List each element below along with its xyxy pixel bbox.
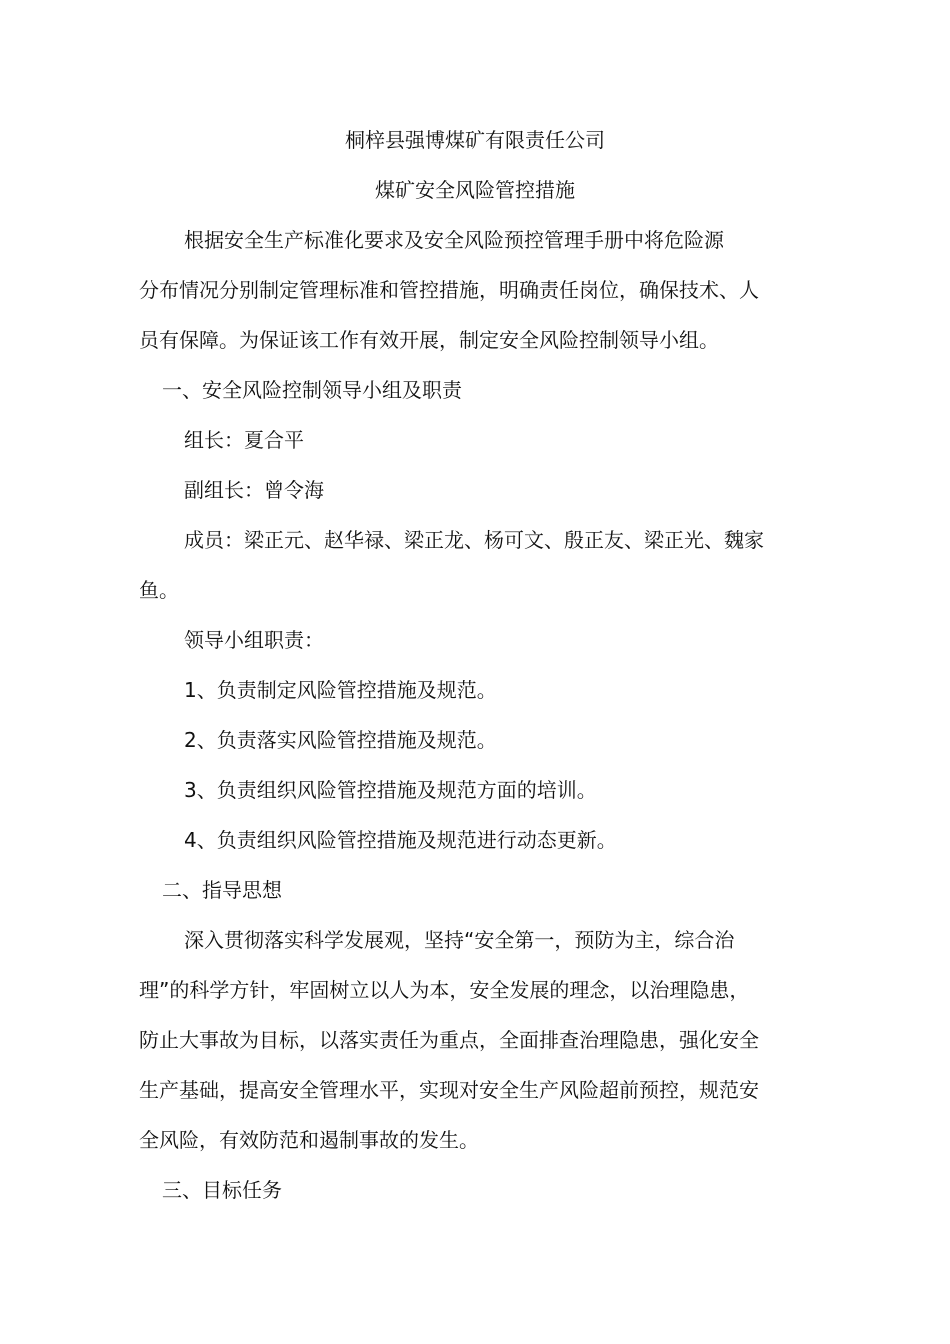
members-line-1: 成员：梁正元、赵华禄、梁正龙、杨可文、殷正友、梁正光、魏家 bbox=[184, 528, 764, 552]
section2-heading: 二、指导思想 bbox=[162, 878, 282, 902]
intro-line-2: 分布情况分别制定管理标准和管控措施，明确责任岗位，确保技术、人 bbox=[139, 278, 759, 302]
deputy-leader-line: 副组长：曾令海 bbox=[184, 478, 324, 502]
document-subtitle: 煤矿安全风险管控措施 bbox=[375, 178, 575, 202]
intro-line-1: 根据安全生产标准化要求及安全风险预控管理手册中将危险源 bbox=[184, 228, 724, 252]
guiding-line-5: 全风险，有效防范和遏制事故的发生。 bbox=[139, 1128, 479, 1152]
document-title: 桐梓县强博煤矿有限责任公司 bbox=[345, 128, 605, 152]
guiding-line-2: 理”的科学方针，牢固树立以人为本，安全发展的理念，以治理隐患， bbox=[139, 978, 750, 1002]
leader-line: 组长：夏合平 bbox=[184, 428, 304, 452]
duty-item-3: 3、负责组织风险管控措施及规范方面的培训。 bbox=[184, 778, 597, 802]
section1-heading: 一、安全风险控制领导小组及职责 bbox=[162, 378, 462, 402]
duties-label: 领导小组职责： bbox=[184, 628, 324, 652]
guiding-line-1: 深入贯彻落实科学发展观，坚持“安全第一，预防为主，综合治 bbox=[184, 928, 735, 952]
intro-line-3: 员有保障。为保证该工作有效开展，制定安全风险控制领导小组。 bbox=[139, 328, 719, 352]
guiding-line-3: 防止大事故为目标，以落实责任为重点，全面排查治理隐患，强化安全 bbox=[139, 1028, 759, 1052]
duty-item-1: 1、负责制定风险管控措施及规范。 bbox=[184, 678, 497, 702]
section3-heading: 三、目标任务 bbox=[162, 1178, 282, 1202]
guiding-line-4: 生产基础，提高安全管理水平，实现对安全生产风险超前预控，规范安 bbox=[139, 1078, 759, 1102]
duty-item-4: 4、负责组织风险管控措施及规范进行动态更新。 bbox=[184, 828, 617, 852]
members-line-2: 鱼。 bbox=[139, 578, 179, 602]
duty-item-2: 2、负责落实风险管控措施及规范。 bbox=[184, 728, 497, 752]
